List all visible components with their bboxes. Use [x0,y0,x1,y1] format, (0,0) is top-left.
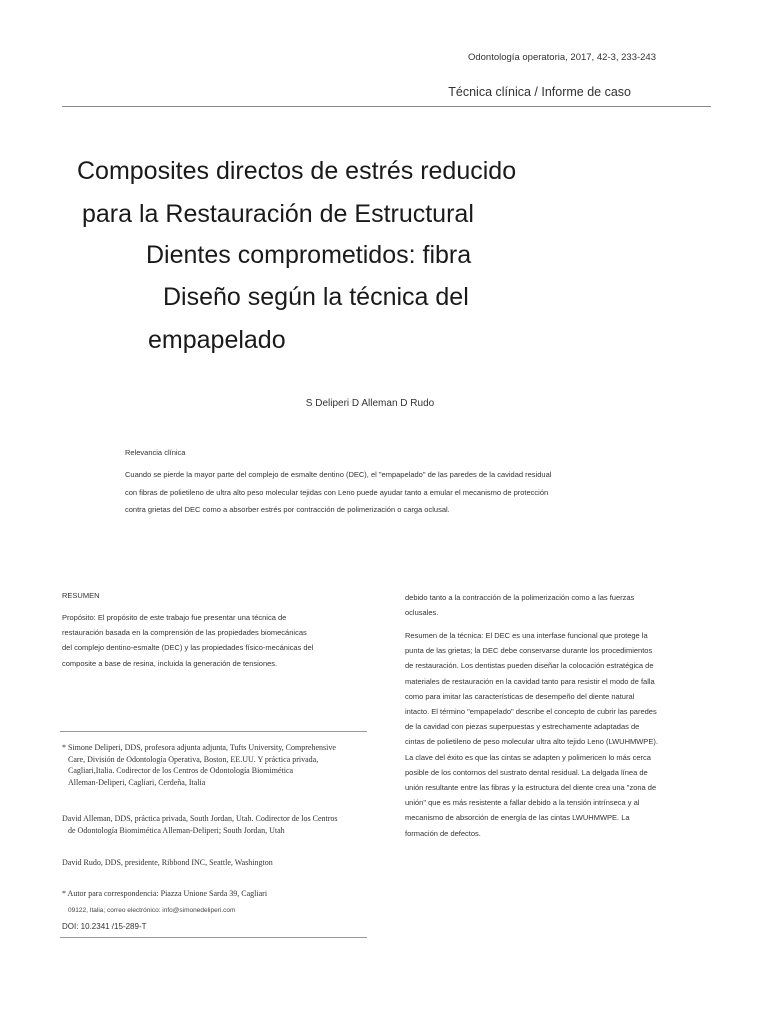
abstract-line: cintas de polietileno de peso molecular ultra alto tejido Leno (LWUHMWPE). [405,737,658,747]
abstract-line: composite a base de resina, incluida la generación de tensiones. [62,658,278,668]
article-title-line-5: empapelado [148,326,286,354]
abstract-line: como para imitar las características de desempeño del diente natural [405,691,635,701]
abstract-line: La clave del éxito es que las cintas se adapten y polimericen lo más cerca [405,752,651,762]
affiliations-divider [60,731,367,732]
article-title-line-1: Composites directos de estrés reducido [77,157,517,185]
technique-summary [405,628,715,841]
relevance-line: Cuando se pierde la mayor parte del complejo de esmalte dentino (DEC), el "empapelado" de las paredes de la cavidad residual [125,470,552,479]
article-title-line-3: Dientes comprometidos: fibra [146,241,472,269]
affiliation-line: Cagliari,Italia. Codirector de los Centros de Odontología Biomimética [68,766,294,775]
article-title-line-4: Diseño según la técnica del [163,283,469,311]
relevance-line: con fibras de polietileno de ultra alto peso molecular tejidas con Leno puede ayudar tanto a emular el mecanismo de protección [125,487,549,497]
relevance-line: contra grietas del DEC como a absorber estrés por contracción de polimerización o carga oclusal. [125,505,450,514]
corresponding-address: 09122, Italia; correo electrónico: info@simonedeliperi.com [68,907,236,914]
clinical-relevance-heading: Relevancia clínica [125,448,186,457]
article-title-line-2: para la Restauración de Estructural [82,200,474,228]
abstract-purpose [62,610,372,671]
abstract-line: punta de las grietas; la DEC debe conservarse durante los procedimientos [405,646,653,656]
affiliation-line: de Odontología Biomimética Alleman-Deliperi; South Jordan, Utah [68,825,285,835]
footer-divider [60,937,367,938]
abstract-line: oclusales. [405,608,439,618]
abstract-line: Resumen de la técnica: El DEC es una interfase funcional que protege la [405,631,648,640]
abstract-line: formación de defectos. [405,828,481,838]
abstract-line: unión" que es más resistente a fallar debido a la tensión intrínseca y al [405,798,640,808]
abstract-line: de la cavidad con piezas superpuestas y estrechamente adaptadas de [405,722,640,732]
affiliation-line: David Alleman, DDS, práctica privada, South Jordan, Utah. Codirector de los Centros [62,814,338,823]
journal-reference: Odontología operatoria, 2017, 42-3, 233-243 [467,52,656,63]
abstract-line: debido tanto a la contracción de la polimerización como a las fuerzas [405,593,635,602]
header-divider [62,106,711,107]
affiliation-line: Care, División de Odontología Operativa, Boston, EE.UU. Y práctica privada, [68,754,319,764]
section-label: Técnica clínica / Informe de caso [448,85,631,99]
abstract-heading: RESUMEN [62,591,100,600]
abstract-line: posible de los contornos del sustrato dental residual. La delgada línea de [405,767,648,777]
abstract-line: Propósito: El propósito de este trabajo fue presentar una técnica de [62,613,287,622]
abstract-line: de restauración. Los dentistas pueden diseñar la colocación estratégica de [405,661,654,671]
abstract-line: mecanismo de absorción de energía de las cintas LWUHMWPE. La [405,813,630,823]
affiliation-line: Alleman-Deliperi, Cagliari, Cerdeña, Italia [68,777,206,787]
abstract-line: intacto. El término "empapelado" describe el concepto de cubrir las paredes [405,707,657,717]
affiliation-alleman [62,813,367,836]
abstract-line: unión resultante entre las fibras y la estructura del diente crea una "zona de [405,783,657,793]
doi: DOI: 10.2341 /15-289-T [62,922,147,931]
author-list: S Deliperi D Alleman D Rudo [305,398,435,409]
abstract-line: restauración basada en la comprensión de las propiedades biomecánicas [62,628,307,638]
affiliation-deliperi [62,742,367,788]
abstract-line: del complejo dentino-esmalte (DEC) y las propiedades físico-mecánicas del [62,643,314,653]
corresponding-author: * Autor para correspondencia: Piazza Unione Sarda 39, Cagliari [62,889,268,898]
affiliation-line: * Simone Deliperi, DDS, profesora adjunta adjunta, Tufts University, Comprehensive [62,743,336,752]
clinical-relevance-text [125,466,665,519]
affiliation-rudo: David Rudo, DDS, presidente, Ribbond INC, Seattle, Washington [62,858,273,867]
abstract-continuation [405,590,715,620]
abstract-line: materiales de restauración en la cavidad tanto para resistir el modo de falla [405,676,655,686]
